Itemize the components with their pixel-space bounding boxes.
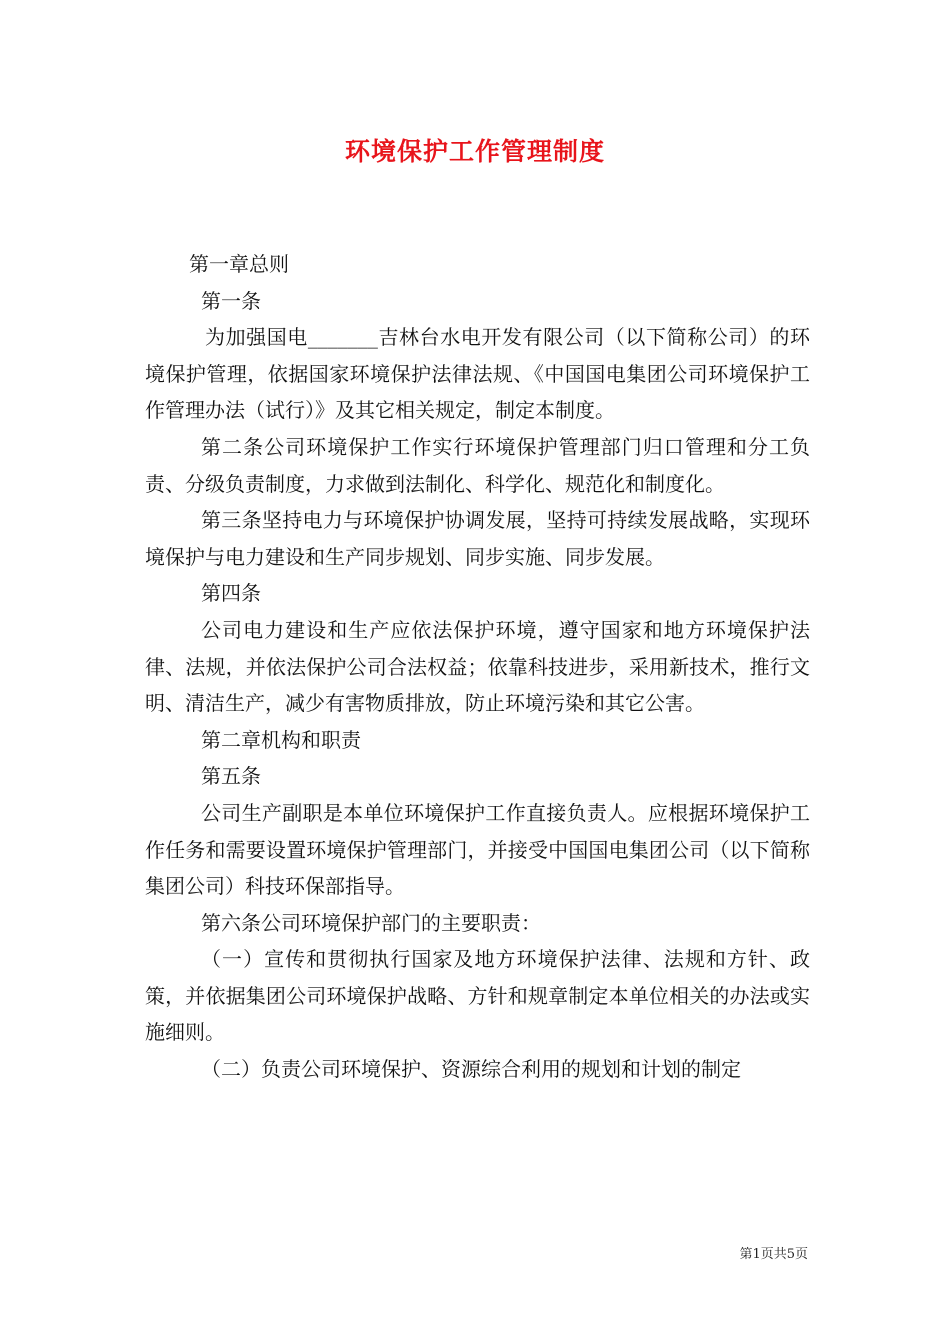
- chapter-heading: 第二章机构和职责: [201, 727, 361, 752]
- paragraph: 第六条公司环境保护部门的主要职责：: [201, 910, 541, 935]
- list-item: （一）宣传和贯彻执行国家及地方环境保护法律、法规和方针、政策，并依据集团公司环境保护战略、方针和规章制定本单位相关的办法或实施细则。: [145, 947, 810, 1045]
- article-heading: 第五条: [201, 764, 261, 789]
- page-number: 第1页共5页: [739, 1247, 808, 1262]
- article-heading: 第一条: [201, 288, 261, 313]
- paragraph: 公司生产副职是本单位环境保护工作直接负责人。应根据环境保护工作任务和需要设置环境保护管理部门，并接受中国国电集团公司（以下简称集团公司）科技环保部指导。: [145, 800, 810, 899]
- paragraph: 第二条公司环境保护工作实行环境保护管理部门归口管理和分工负责、分级负责制度，力求做到法制化、科学化、规范化和制度化。: [145, 434, 810, 496]
- article-heading: 第四条: [201, 581, 261, 606]
- paragraph: 为加强国电_______吉林台水电开发有限公司（以下简称公司）的环境保护管理，依据国家环境保护法律法规、《中国国电集团公司环境保护工作管理办法（试行）》及其它相关规定，制定本制度。: [145, 325, 810, 423]
- document-body: [145, 246, 810, 1088]
- paragraph: 第三条坚持电力与环境保护协调发展，坚持可持续发展战略，实现环境保护与电力建设和生产同步规划、同步实施、同步发展。: [145, 508, 810, 569]
- list-item: （二）负责公司环境保护、资源综合利用的规划和计划的制定: [201, 1057, 741, 1082]
- chapter-heading: 第一章总则: [189, 252, 289, 276]
- document-title: 环境保护工作管理制度: [344, 137, 605, 166]
- paragraph: 公司电力建设和生产应依法保护环境，遵守国家和地方环境保护法律、法规，并依法保护公司合法权益；依靠科技进步，采用新技术，推行文明、清洁生产，减少有害物质排放，防止环境污染和其它公害。: [145, 617, 810, 716]
